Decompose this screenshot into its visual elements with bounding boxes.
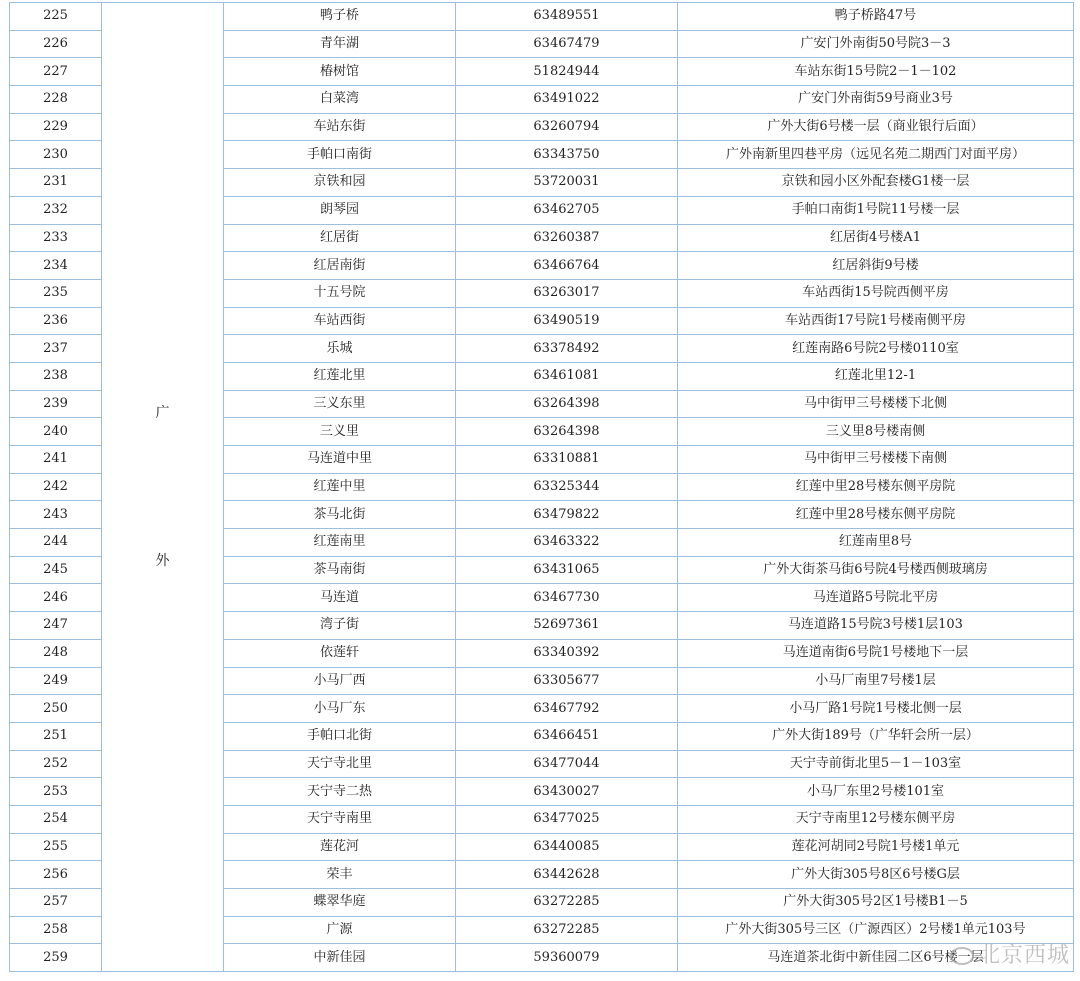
community-name-cell: 青年湖 [224, 30, 456, 58]
phone-cell: 63264398 [456, 418, 678, 446]
address-cell: 马中街甲三号楼楼下北侧 [678, 390, 1074, 418]
address-cell: 天宁寺南里12号楼东侧平房 [678, 805, 1074, 833]
row-number-cell: 243 [10, 501, 102, 529]
address-cell: 广外大街305号三区（广源西区）2号楼1单元103号 [678, 916, 1074, 944]
address-cell: 莲花河胡同2号院1号楼1单元 [678, 833, 1074, 861]
phone-cell: 63430027 [456, 778, 678, 806]
community-name-cell: 红居南街 [224, 252, 456, 280]
community-name-cell: 椿树馆 [224, 58, 456, 86]
address-cell: 天宁寺前街北里5－1－103室 [678, 750, 1074, 778]
phone-cell: 63272285 [456, 916, 678, 944]
phone-cell: 63489551 [456, 3, 678, 31]
phone-cell: 63477044 [456, 750, 678, 778]
address-cell: 红居斜街9号楼 [678, 252, 1074, 280]
community-name-cell: 车站东街 [224, 113, 456, 141]
watermark-text: 北京西城 [977, 943, 1070, 968]
address-cell: 红莲中里28号楼东侧平房院 [678, 501, 1074, 529]
community-name-cell: 京铁和园 [224, 169, 456, 197]
community-name-cell: 马连道中里 [224, 446, 456, 474]
row-number-cell: 247 [10, 612, 102, 640]
community-name-cell: 红莲南里 [224, 529, 456, 557]
community-name-cell: 中新佳园 [224, 944, 456, 972]
row-number-cell: 238 [10, 362, 102, 390]
row-number-cell: 256 [10, 861, 102, 889]
row-number-cell: 250 [10, 695, 102, 723]
community-name-cell: 天宁寺二热 [224, 778, 456, 806]
community-name-cell: 手帕口北街 [224, 722, 456, 750]
phone-cell: 63343750 [456, 141, 678, 169]
address-cell: 京铁和园小区外配套楼G1楼一层 [678, 169, 1074, 197]
row-number-cell: 244 [10, 529, 102, 557]
phone-cell: 63431065 [456, 556, 678, 584]
community-name-cell: 朗琴园 [224, 196, 456, 224]
phone-cell: 63305677 [456, 667, 678, 695]
table-body [10, 3, 1074, 972]
community-name-cell: 十五号院 [224, 279, 456, 307]
address-cell: 广外南新里四巷平房（远见名苑二期西门对面平房） [678, 141, 1074, 169]
phone-cell: 59360079 [456, 944, 678, 972]
phone-cell: 63467792 [456, 695, 678, 723]
row-number-cell: 246 [10, 584, 102, 612]
community-name-cell: 白菜湾 [224, 86, 456, 114]
phone-cell: 63272285 [456, 889, 678, 917]
phone-cell: 63467730 [456, 584, 678, 612]
phone-cell: 63260387 [456, 224, 678, 252]
community-name-cell: 茶马南街 [224, 556, 456, 584]
community-name-cell: 茶马北街 [224, 501, 456, 529]
phone-cell: 63310881 [456, 446, 678, 474]
address-cell: 车站西街15号院西侧平房 [678, 279, 1074, 307]
phone-cell: 63490519 [456, 307, 678, 335]
row-number-cell: 251 [10, 722, 102, 750]
row-number-cell: 234 [10, 252, 102, 280]
address-cell: 小马厂路1号院1号楼北侧一层 [678, 695, 1074, 723]
row-number-cell: 242 [10, 473, 102, 501]
community-name-cell: 小马厂东 [224, 695, 456, 723]
address-cell: 广外大街茶马街6号院4号楼西侧玻璃房 [678, 556, 1074, 584]
phone-cell: 63264398 [456, 390, 678, 418]
row-number-cell: 239 [10, 390, 102, 418]
community-name-cell: 湾子街 [224, 612, 456, 640]
community-name-cell: 乐城 [224, 335, 456, 363]
row-number-cell: 227 [10, 58, 102, 86]
service-point-table [9, 2, 1074, 972]
row-number-cell: 236 [10, 307, 102, 335]
address-cell: 马连道路15号院3号楼1层103 [678, 612, 1074, 640]
row-number-cell: 259 [10, 944, 102, 972]
address-cell: 红莲南路6号院2号楼0110室 [678, 335, 1074, 363]
community-name-cell: 荣丰 [224, 861, 456, 889]
phone-cell: 63462705 [456, 196, 678, 224]
phone-cell: 51824944 [456, 58, 678, 86]
community-name-cell: 小马厂西 [224, 667, 456, 695]
weibo-logo-icon [950, 947, 974, 965]
row-number-cell: 231 [10, 169, 102, 197]
address-cell: 车站东街15号院2－1－102 [678, 58, 1074, 86]
address-cell: 小马厂东里2号楼101室 [678, 778, 1074, 806]
address-cell: 红莲中里28号楼东侧平房院 [678, 473, 1074, 501]
address-cell: 手帕口南街1号院11号楼一层 [678, 196, 1074, 224]
phone-cell: 63466764 [456, 252, 678, 280]
row-number-cell: 228 [10, 86, 102, 114]
row-number-cell: 248 [10, 639, 102, 667]
community-name-cell: 天宁寺南里 [224, 805, 456, 833]
address-cell: 马连道茶北街中新佳园二区6号楼一层 [678, 944, 1074, 972]
row-number-cell: 249 [10, 667, 102, 695]
address-cell: 三义里8号楼南侧 [678, 418, 1074, 446]
phone-cell: 63477025 [456, 805, 678, 833]
row-number-cell: 257 [10, 889, 102, 917]
address-cell: 广安门外南街59号商业3号 [678, 86, 1074, 114]
district-label: 广 外 [155, 405, 170, 570]
phone-cell: 63263017 [456, 279, 678, 307]
address-cell: 红莲南里8号 [678, 529, 1074, 557]
row-number-cell: 226 [10, 30, 102, 58]
phone-cell: 63378492 [456, 335, 678, 363]
address-cell: 马中街甲三号楼楼下南侧 [678, 446, 1074, 474]
table-row [10, 3, 1074, 31]
row-number-cell: 229 [10, 113, 102, 141]
community-name-cell: 广源 [224, 916, 456, 944]
row-number-cell: 253 [10, 778, 102, 806]
address-cell: 广外大街6号楼一层（商业银行后面） [678, 113, 1074, 141]
community-name-cell: 红莲中里 [224, 473, 456, 501]
row-number-cell: 237 [10, 335, 102, 363]
address-cell: 马连道南街6号院1号楼地下一层 [678, 639, 1074, 667]
row-number-cell: 232 [10, 196, 102, 224]
phone-cell: 63325344 [456, 473, 678, 501]
row-number-cell: 233 [10, 224, 102, 252]
community-name-cell: 三义里 [224, 418, 456, 446]
address-cell: 车站西街17号院1号楼南侧平房 [678, 307, 1074, 335]
address-cell: 红莲北里12-1 [678, 362, 1074, 390]
row-number-cell: 230 [10, 141, 102, 169]
phone-cell: 52697361 [456, 612, 678, 640]
community-name-cell: 莲花河 [224, 833, 456, 861]
address-cell: 马连道路5号院北平房 [678, 584, 1074, 612]
row-number-cell: 254 [10, 805, 102, 833]
row-number-cell: 225 [10, 3, 102, 31]
address-cell: 广安门外南街50号院3－3 [678, 30, 1074, 58]
row-number-cell: 235 [10, 279, 102, 307]
community-name-cell: 马连道 [224, 584, 456, 612]
phone-cell: 63260794 [456, 113, 678, 141]
phone-cell: 63479822 [456, 501, 678, 529]
address-cell: 广外大街305号2区1号楼B1－5 [678, 889, 1074, 917]
phone-cell: 63466451 [456, 722, 678, 750]
address-cell: 小马厂南里7号楼1层 [678, 667, 1074, 695]
community-name-cell: 三义东里 [224, 390, 456, 418]
phone-cell: 63491022 [456, 86, 678, 114]
community-name-cell: 天宁寺北里 [224, 750, 456, 778]
community-name-cell: 红莲北里 [224, 362, 456, 390]
community-name-cell: 手帕口南街 [224, 141, 456, 169]
community-name-cell: 车站西街 [224, 307, 456, 335]
phone-cell: 63440085 [456, 833, 678, 861]
phone-cell: 63467479 [456, 30, 678, 58]
phone-cell: 63442628 [456, 861, 678, 889]
address-cell: 广外大街305号8区6号楼G层 [678, 861, 1074, 889]
phone-cell: 53720031 [456, 169, 678, 197]
community-name-cell: 依莲轩 [224, 639, 456, 667]
watermark [950, 938, 1070, 969]
district-cell [102, 3, 224, 972]
address-cell: 红居街4号楼A1 [678, 224, 1074, 252]
row-number-cell: 240 [10, 418, 102, 446]
community-name-cell: 鸭子桥 [224, 3, 456, 31]
community-name-cell: 蝶翠华庭 [224, 889, 456, 917]
phone-cell: 63340392 [456, 639, 678, 667]
address-cell: 鸭子桥路47号 [678, 3, 1074, 31]
row-number-cell: 245 [10, 556, 102, 584]
address-cell: 广外大街189号（广华轩会所一层） [678, 722, 1074, 750]
phone-cell: 63461081 [456, 362, 678, 390]
row-number-cell: 252 [10, 750, 102, 778]
row-number-cell: 241 [10, 446, 102, 474]
row-number-cell: 255 [10, 833, 102, 861]
community-name-cell: 红居街 [224, 224, 456, 252]
phone-cell: 63463322 [456, 529, 678, 557]
row-number-cell: 258 [10, 916, 102, 944]
